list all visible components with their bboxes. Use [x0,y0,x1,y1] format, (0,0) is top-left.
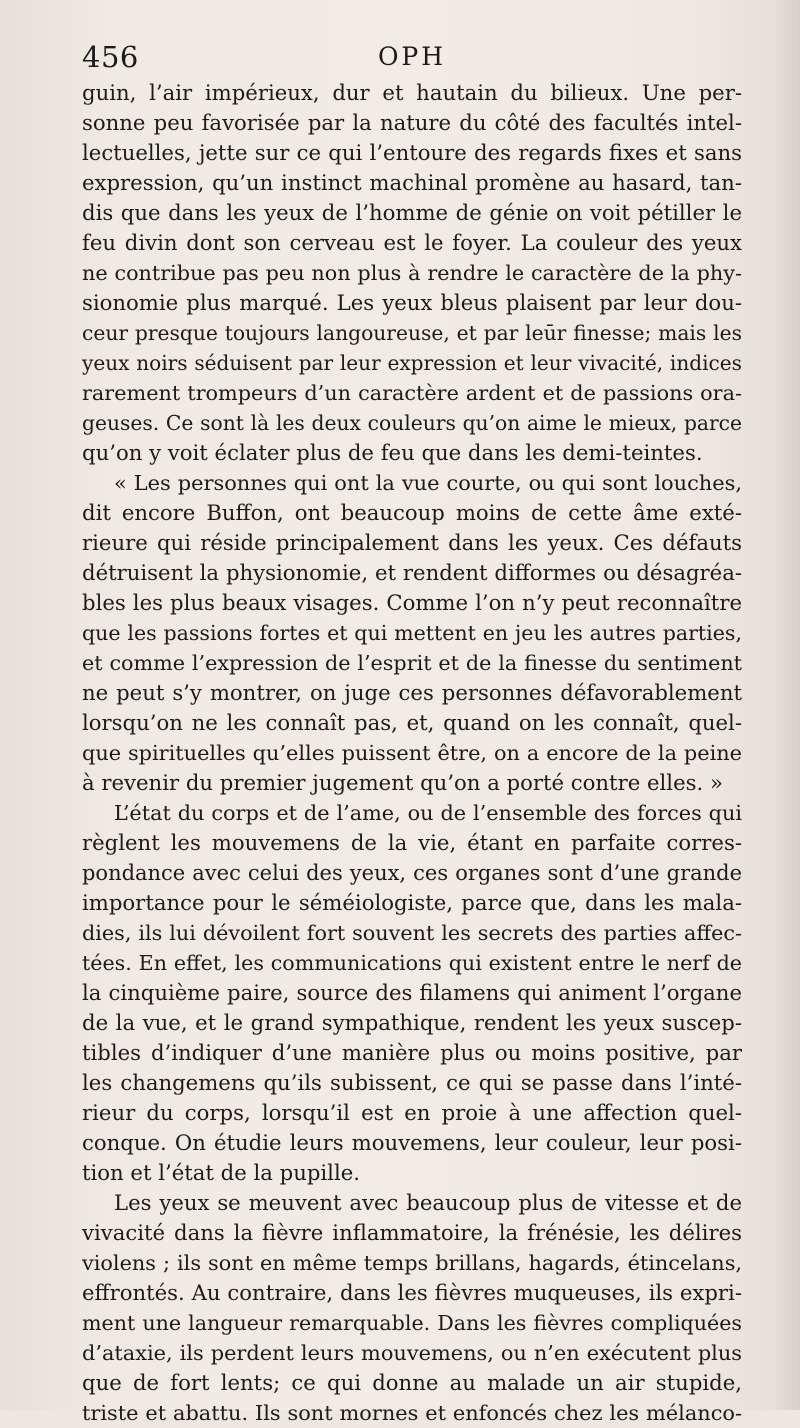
running-head: OPH [377,42,447,71]
page-edge-shadow [774,0,800,1410]
paragraph-1 [82,78,742,468]
text-line: sonne peu favorisée par la nature du côté des facultés intel- [82,110,742,135]
text-line: que les passions fortes et qui mettent en jeu les autres parties, [82,621,742,645]
text-line: dit encore Buffon, ont beaucoup moins de cette âme exté- [82,500,742,525]
text-line: rarement trompeurs d’un caractère ardent et de passions ora- [82,381,742,405]
text-line: importance pour le séméiologiste, parce que, dans les mala- [82,890,742,915]
text-line: « Les personnes qui ont la vue courte, ou qui sont louches, [114,471,742,495]
page-header [82,40,742,80]
text-line: ceur presque toujours langoureuse, et par leūr finesse; mais les [82,321,742,345]
text-line: les changemens qu’ils subissent, ce qui se passe dans l’inté- [82,1070,742,1095]
paragraph-4 [82,1188,742,1428]
text-line: vivacité dans la fièvre inflammatoire, la frénésie, les délires [82,1220,742,1245]
text-line: Les yeux se meuvent avec beaucoup plus de vitesse et de [114,1190,742,1215]
text-line: ne contribue pas peu non plus à rendre le caractère de la phy- [82,261,742,285]
text-line: bles les plus beaux visages. Comme l’on n’y peut reconnaître [82,590,742,615]
text-line: effrontés. Au contraire, dans les fièvres muqueuses, ils expri- [82,1280,742,1305]
body-text [82,78,742,1428]
paragraph-3 [82,798,742,1188]
page-number: 456 [82,40,139,74]
text-line: que spirituelles qu’elles puissent être, on a encore de la peine [82,741,742,765]
text-line: violens ; ils sont en même temps brillans, hagards, étincelans, [82,1251,742,1275]
text-line: dies, ils lui dévoilent fort souvent les secrets des parties affec- [82,921,742,945]
text-line: rieure qui réside principalement dans les yeux. Ces défauts [82,530,742,555]
text-line: détruisent la physionomie, et rendent difformes ou désagréa- [82,560,742,585]
text-line: qu’on y voit éclater plus de feu que dans les demi-teintes. [82,440,703,465]
text-line: et comme l’expression de l’esprit et de la finesse du sentiment [82,651,742,675]
text-line: tibles d’indiquer d’une manière plus ou moins positive, par [82,1040,742,1065]
text-line: guin, l’air impérieux, dur et hautain du bilieux. Une per- [82,80,742,105]
text-line: geuses. Ce sont là les deux couleurs qu’on aime le mieux, parce [82,411,742,435]
text-line: la cinquième paire, source des filamens qui animent l’organe [82,980,742,1005]
text-line: dis que dans les yeux de l’homme de génie on voit pétiller le [82,200,742,225]
text-line: tion et l’état de la pupille. [82,1160,361,1185]
text-line: de la vue, et le grand sympathique, rendent les yeux suscep- [82,1010,742,1035]
text-line: conque. On étudie leurs mouvemens, leur couleur, leur posi- [82,1130,742,1155]
text-line: pondance avec celui des yeux, ces organes sont d’une grande [82,861,742,885]
text-line: ne peut s’y montrer, on juge ces personnes défavorablement [82,680,742,705]
text-line: rieur du corps, lorsqu’il est en proie à une affection quel- [82,1100,742,1125]
text-line: à revenir du premier jugement qu’on a porté contre elles. » [82,770,723,795]
text-line: tées. En effet, les communications qui existent entre le nerf de [82,951,742,975]
text-line: sionomie plus marqué. Les yeux bleus plaisent par leur dou- [82,290,742,315]
text-line: d’ataxie, ils perdent leurs mouvemens, ou n’en exécutent plus [82,1341,742,1365]
text-line: que de fort lents; ce qui donne au malade un air stupide, [82,1370,742,1395]
text-line: règlent les mouvemens de la vie, étant en parfaite corres- [82,830,742,855]
paragraph-2 [82,468,742,798]
text-line: ment une langueur remarquable. Dans les fièvres compliquées [82,1311,742,1335]
text-line: lorsqu’on ne les connaît pas, et, quand on les connaît, quel- [82,710,742,735]
text-line: L’état du corps et de l’ame, ou de l’ensemble des forces qui [114,801,742,825]
text-line: triste et abattu. Ils sont mornes et enfoncés chez les mélanco- [82,1401,742,1425]
text-line: expression, qu’un instinct machinal promène au hasard, tan- [82,170,742,195]
text-line: yeux noirs séduisent par leur expression et leur vivacité, indices [82,351,742,375]
text-line: feu divin dont son cerveau est le foyer. La couleur des yeux [82,230,742,255]
text-line: lectuelles, jette sur ce qui l’entoure des regards fixes et sans [82,140,742,165]
